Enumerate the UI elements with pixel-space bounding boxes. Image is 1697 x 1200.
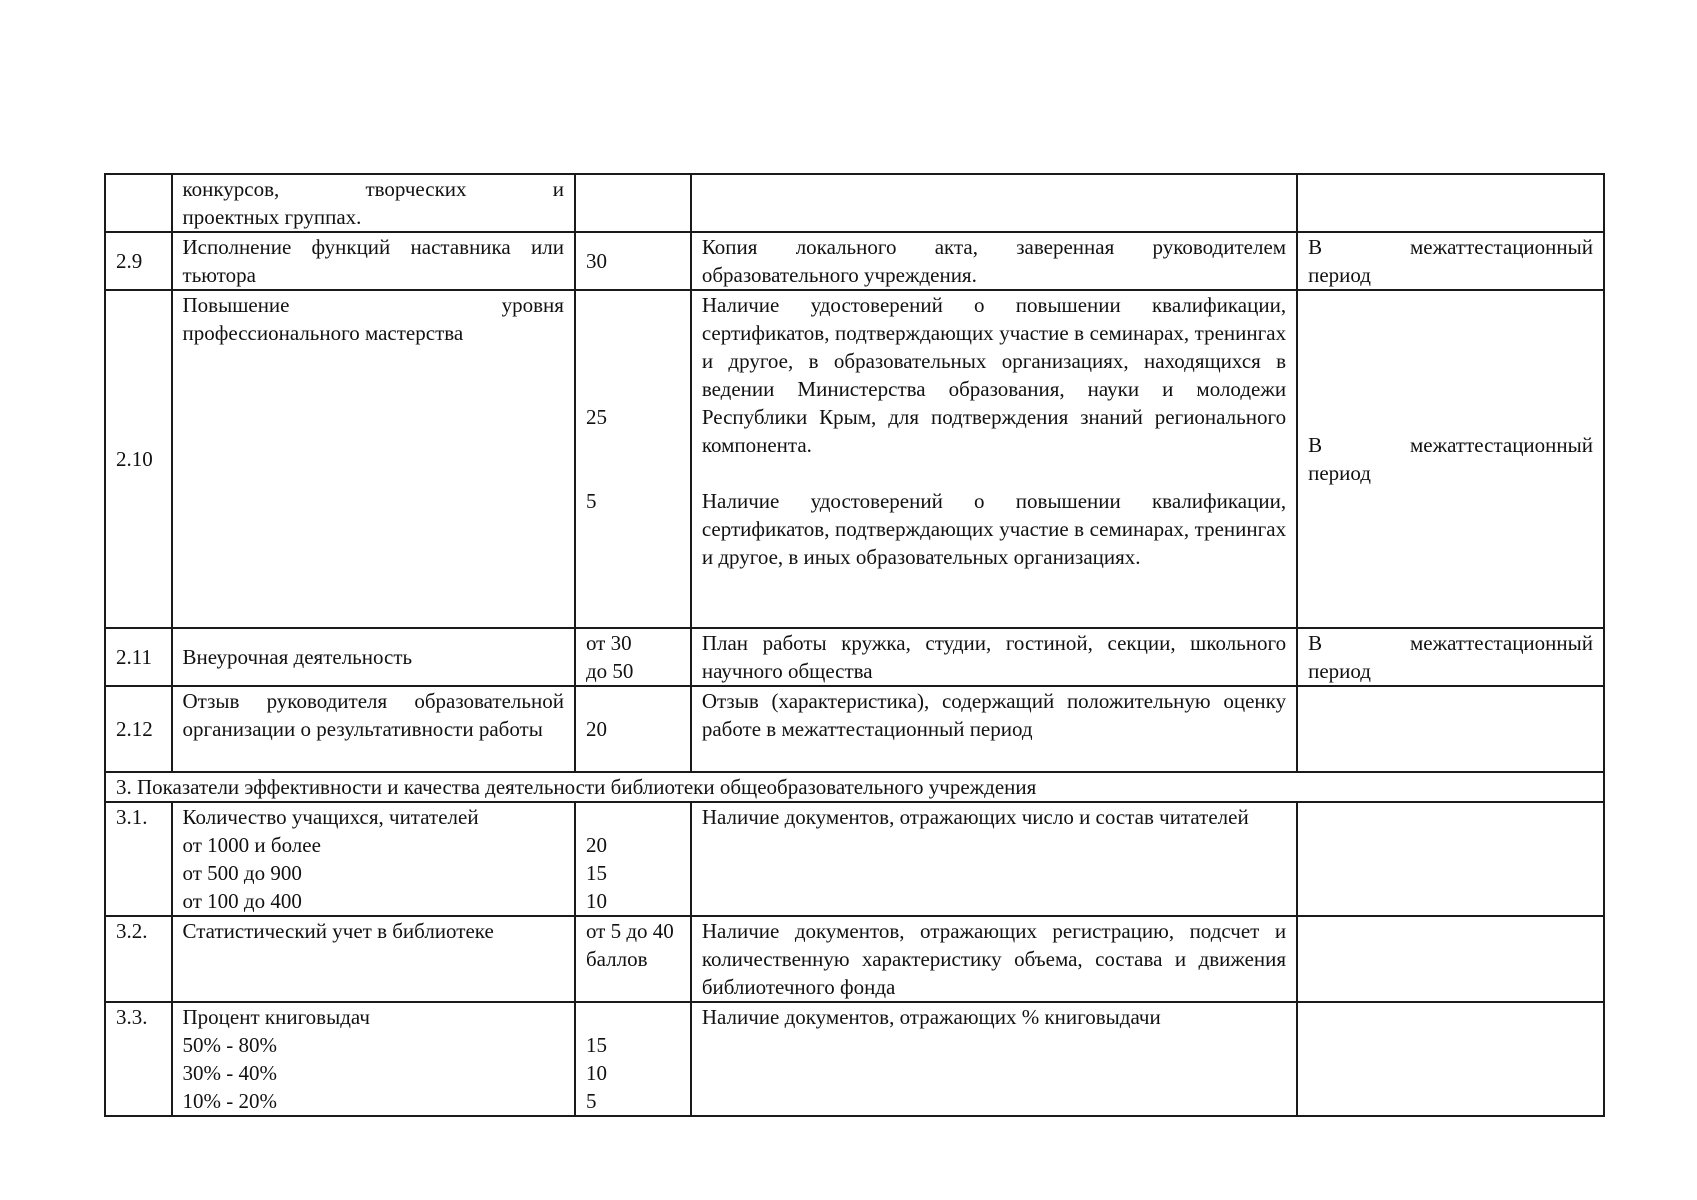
documents-text: Наличие удостоверений о повышении квалификации, сертификатов, подтверждающих участие в семинарах, тренингах и другое, в иных образовательных организациях. — [701, 489, 1287, 569]
points-value: 5 — [585, 489, 597, 513]
row-number: 2.11 — [105, 628, 172, 686]
indicator-text: конкурсов, творческих и — [182, 177, 564, 201]
indicator-text: Исполнение функций наставника или тьютора — [172, 232, 575, 290]
points-value: 20 — [575, 686, 691, 772]
points-value: 5 — [585, 1089, 597, 1113]
indicator-text: профессионального мастерства — [182, 321, 464, 345]
row-number-cell — [105, 174, 172, 232]
row-number: 2.10 — [105, 290, 172, 628]
points-value: 30 — [575, 232, 691, 290]
points-cell — [575, 290, 691, 628]
table-row — [105, 916, 1604, 1002]
row-number: 2.9 — [105, 232, 172, 290]
points-cell — [575, 628, 691, 686]
period-cell — [1297, 628, 1604, 686]
indicator-cell — [172, 1002, 575, 1116]
period-cell — [1297, 686, 1604, 772]
indicator-cell — [172, 802, 575, 916]
documents-text: Наличие документов, отражающих число и состав читателей — [691, 802, 1297, 916]
points-value: баллов — [585, 947, 648, 971]
points-value: 15 — [585, 861, 607, 885]
period-cell — [1297, 802, 1604, 916]
indicator-text: Статистический учет в библиотеке — [172, 916, 575, 1002]
table-row — [105, 686, 1604, 772]
row-number: 3.3. — [105, 1002, 172, 1116]
indicator-cell — [172, 174, 575, 232]
period-text: В межаттестационный — [1308, 631, 1593, 655]
indicator-cell — [172, 290, 575, 628]
indicator-text: проектных группах. — [182, 205, 362, 229]
section-header-row — [105, 772, 1604, 802]
documents-cell — [691, 290, 1297, 628]
indicator-title: Процент книговыдач — [182, 1005, 370, 1029]
points-value: 20 — [585, 833, 607, 857]
period-text: период — [1308, 263, 1371, 287]
period-text: В межаттестационный — [1308, 235, 1593, 259]
row-number: 2.12 — [105, 686, 172, 772]
points-value: 15 — [585, 1033, 607, 1057]
documents-text: Наличие документов, отражающих % книговыдачи — [691, 1002, 1297, 1116]
criteria-table — [104, 173, 1605, 1117]
period-text: период — [1308, 461, 1371, 485]
documents-cell — [691, 174, 1297, 232]
table-row — [105, 802, 1604, 916]
period-text: В межаттестационный — [1308, 433, 1593, 457]
points-value: 10 — [585, 1061, 607, 1085]
indicator-text: Отзыв руководителя образовательной организации о результативности работы — [172, 686, 575, 772]
period-cell — [1297, 1002, 1604, 1116]
indicator-option: 30% - 40% — [182, 1061, 277, 1085]
indicator-text: Повышение уровня — [182, 293, 564, 317]
indicator-text: Внеурочная деятельность — [172, 628, 575, 686]
points-value: 25 — [585, 405, 607, 429]
points-value: до 50 — [585, 659, 634, 683]
indicator-option: от 100 до 400 — [182, 889, 302, 913]
points-cell — [575, 916, 691, 1002]
indicator-option: 50% - 80% — [182, 1033, 277, 1057]
points-cell — [575, 1002, 691, 1116]
points-cell — [575, 174, 691, 232]
table-row — [105, 174, 1604, 232]
period-cell — [1297, 232, 1604, 290]
points-value: 10 — [585, 889, 607, 913]
period-cell — [1297, 916, 1604, 1002]
points-cell — [575, 802, 691, 916]
period-cell — [1297, 290, 1604, 628]
table-row — [105, 1002, 1604, 1116]
documents-text: План работы кружка, студии, гостиной, секции, школьного научного общества — [691, 628, 1297, 686]
row-number: 3.1. — [105, 802, 172, 916]
table-row — [105, 628, 1604, 686]
table-row — [105, 290, 1604, 628]
period-cell — [1297, 174, 1604, 232]
documents-text: Наличие удостоверений о повышении квалификации, сертификатов, подтверждающих участие в семинарах, тренингах и другое, в образовательных организациях, находящихся в ведении Министерства образования, науки и молодежи Республики Крым, для подтверждения знаний регионального компонента. — [701, 293, 1287, 457]
indicator-option: от 1000 и более — [182, 833, 321, 857]
points-value: от 5 до 40 — [585, 919, 674, 943]
section-title: 3. Показатели эффективности и качества деятельности библиотеки общеобразовательного учреждения — [105, 772, 1604, 802]
table-row — [105, 232, 1604, 290]
indicator-title: Количество учащихся, читателей — [182, 805, 479, 829]
points-value: от 30 — [585, 631, 632, 655]
indicator-option: от 500 до 900 — [182, 861, 302, 885]
documents-text: Наличие документов, отражающих регистрацию, подсчет и количественную характеристику объема, состава и движения библиотечного фонда — [691, 916, 1297, 1002]
documents-text: Отзыв (характеристика), содержащий положительную оценку работе в межаттестационный период — [691, 686, 1297, 772]
indicator-option: 10% - 20% — [182, 1089, 277, 1113]
row-number: 3.2. — [105, 916, 172, 1002]
documents-text: Копия локального акта, заверенная руководителем образовательного учреждения. — [691, 232, 1297, 290]
period-text: период — [1308, 659, 1371, 683]
